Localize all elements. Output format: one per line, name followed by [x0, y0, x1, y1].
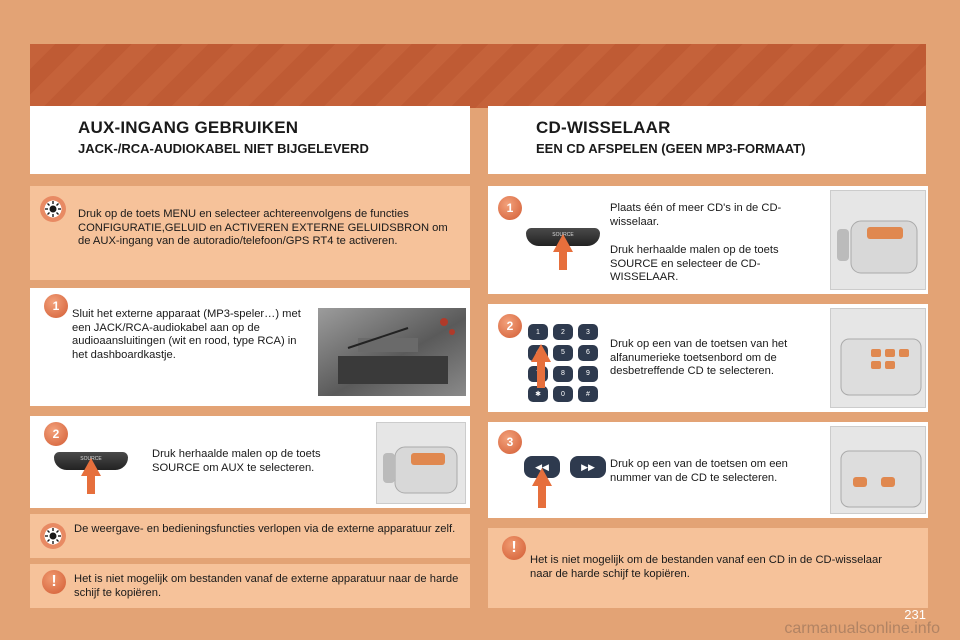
- right-warn-box: [488, 528, 928, 608]
- keypad-key[interactable]: 1: [528, 324, 548, 340]
- arrow-up-icon: [87, 474, 95, 494]
- arrow-up-icon: [538, 484, 546, 508]
- right-step1-text-b: Druk herhaalde malen op de toets SOURCE en selecteer de CD-WISSELAAR.: [610, 244, 779, 284]
- right-title-block: [488, 106, 926, 174]
- left-title: AUX-INGANG GEBRUIKEN: [78, 118, 299, 137]
- step-badge: 2: [44, 422, 68, 446]
- left-tip1-box: [30, 186, 470, 280]
- right-subtitle: EEN CD AFSPELEN (GEEN MP3-FORMAAT): [536, 141, 806, 156]
- keypad-key[interactable]: 2: [553, 324, 573, 340]
- right-step1-text-a: Plaats één of meer CD's in de CD-wisselaar.: [610, 202, 782, 228]
- right-title: CD-WISSELAAR: [536, 118, 671, 137]
- right-step1-box: [488, 186, 928, 294]
- arrow-up-icon: [553, 234, 573, 252]
- keypad-key[interactable]: #: [578, 386, 598, 402]
- arrow-up-icon: [531, 344, 551, 362]
- keypad-key[interactable]: 9: [578, 366, 598, 382]
- left-subtitle: JACK-/RCA-AUDIOKABEL NIET BIJGELEVERD: [78, 141, 369, 156]
- step-badge: 2: [498, 314, 522, 338]
- sun-icon: [40, 196, 66, 222]
- warning-icon: !: [502, 536, 526, 560]
- keypad-key[interactable]: 6: [578, 345, 598, 361]
- watermark: carmanualsonline.info: [784, 620, 940, 637]
- right-step3-text: Druk op een van de toetsen om een nummer van de CD te selecteren.: [610, 458, 788, 484]
- keypad-key[interactable]: 4: [528, 345, 548, 361]
- keypad-panel-image: [830, 308, 926, 408]
- previous-track-button[interactable]: ◀◀: [524, 456, 560, 478]
- arrow-up-icon: [559, 250, 567, 270]
- left-title-block: [30, 106, 470, 174]
- step-badge: 1: [498, 196, 522, 220]
- next-track-button[interactable]: ▶▶: [570, 456, 606, 478]
- left-tip2-text: De weergave- en bedieningsfuncties verlopen via de externe apparatuur zelf.: [74, 523, 456, 535]
- glovebox-photo: [318, 308, 466, 396]
- sun-icon: [40, 523, 66, 549]
- warning-icon: !: [42, 570, 66, 594]
- left-warn-box: [30, 564, 470, 608]
- track-panel-image: [830, 426, 926, 514]
- left-step1-box: [30, 288, 470, 406]
- keypad-key[interactable]: 3: [578, 324, 598, 340]
- left-tip2-box: [30, 514, 470, 558]
- arrow-up-icon: [532, 468, 552, 486]
- step-badge: 1: [44, 294, 68, 318]
- radio-panel-image: [830, 190, 926, 290]
- source-button[interactable]: SOURCE: [526, 228, 600, 246]
- keypad-key[interactable]: 8: [553, 366, 573, 382]
- left-step2-text: Druk herhaalde malen op de toets SOURCE om AUX te selecteren.: [152, 448, 321, 474]
- step-badge: 3: [498, 430, 522, 454]
- left-step1-text: Sluit het externe apparaat (MP3-speler…) met een JACK/RCA-audiokabel aan op de audioaansluitingen (wit en rood, type RCA) in het dashboardkastje.: [72, 308, 301, 361]
- right-step2-box: [488, 304, 928, 412]
- arrow-up-icon: [537, 360, 545, 388]
- right-warn-text: Het is niet mogelijk om de bestanden vanaf een CD in de CD-wisselaar naar de harde schijf te kopiëren.: [530, 554, 882, 580]
- right-step2-text: Druk op een van de toetsen van het alfanumerieke toetsenbord om de desbetreffende CD te selecteren.: [610, 338, 788, 378]
- left-tip1-text: Druk op de toets MENU en selecteer achtereenvolgens de functies CONFIGURATIE,GELUID en ACTIVEREN EXTERNE GELUIDSBRON om de AUX-ingang van de autoradio/telefoon/GPS RT4 te activeren.: [78, 208, 448, 248]
- left-warn-text: Het is niet mogelijk om bestanden vanaf de externe apparatuur naar de harde schijf te kopiëren.: [74, 573, 459, 599]
- keypad-key[interactable]: ✱: [528, 386, 548, 402]
- radio-panel-image: [376, 422, 466, 504]
- page-number: 231: [904, 607, 926, 622]
- keypad-key[interactable]: 0: [553, 386, 573, 402]
- left-step2-box: [30, 416, 470, 508]
- source-button[interactable]: SOURCE: [54, 452, 128, 470]
- keypad-key[interactable]: 5: [553, 345, 573, 361]
- header-band: [30, 44, 926, 108]
- arrow-up-icon: [81, 458, 101, 476]
- right-step3-box: [488, 422, 928, 518]
